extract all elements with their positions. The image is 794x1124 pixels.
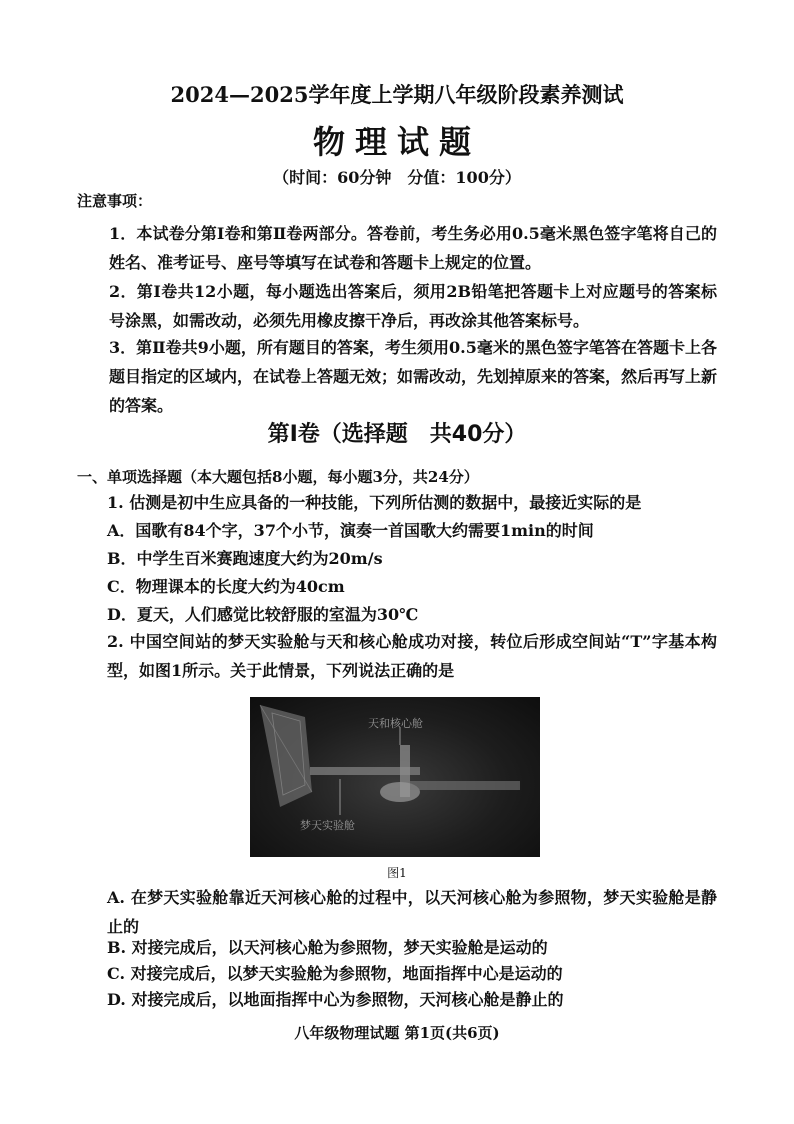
section-title: 第Ⅰ卷（选择题 共40分）: [267, 422, 527, 447]
question-2-stem-text: 2. 中国空间站的梦天实验舱与天和核心舱成功对接，转位后形成空间站“T”字基本构型，如图1所示。关于此情景，下列说法正确的是: [107, 632, 717, 680]
page-footer: 八年级物理试题 第1页(共6页): [294, 1024, 500, 1042]
question-1-option-d: D．夏天，人们感觉比较舒服的室温为30℃: [107, 605, 419, 624]
question-2-option-d: D. 对接完成后，以地面指挥中心为参照物，天河核心舱是静止的: [107, 990, 564, 1009]
notice-item-2: [77, 277, 717, 335]
notice-item-3-text: 3．第Ⅱ卷共9小题，所有题目的答案，考生须用0.5毫米的黑色签字笔答在答题卡上各题目指定的区域内，在试卷上答题无效；如需改动，先划掉原来的答案，然后再写上新的答案。: [109, 338, 718, 415]
notice-item-3: [77, 333, 717, 420]
question-2-stem: [77, 627, 717, 685]
question-2-option-a-text: A. 在梦天实验舱靠近天河核心舱的过程中，以天河核心舱为参照物，梦天实验舱是静止的: [107, 888, 717, 936]
question-1-option-b: B．中学生百米赛跑速度大约为20m/s: [107, 549, 383, 568]
exam-title: 2024—2025学年度上学期八年级阶段素养测试: [170, 82, 624, 107]
question-1-option-a: A．国歌有84个字，37个小节，演奏一首国歌大约需要1min的时间: [107, 521, 594, 540]
part-heading: 一、单项选择题（本大题包括8小题，每小题3分，共24分）: [77, 468, 479, 486]
right-truss: [410, 781, 520, 790]
space-station-photo: [250, 697, 540, 857]
notice-item-1-text: 1．本试卷分第Ⅰ卷和第Ⅱ卷两部分。答卷前，考生务必用0.5毫米黑色签字笔将自己的姓名、准考证号、座号等填写在试卷和答题卡上规定的位置。: [109, 224, 717, 272]
question-2-option-c: C. 对接完成后，以梦天实验舱为参照物，地面指挥中心是运动的: [107, 964, 563, 983]
question-1-stem: 1. 估测是初中生应具备的一种技能，下列所估测的数据中，最接近实际的是: [107, 493, 642, 512]
time-info: （时间：60分钟 分值：100分）: [273, 168, 521, 187]
question-1-option-c: C．物理课本的长度大约为40cm: [107, 577, 345, 596]
figure-label-tianhe: 天和核心舱: [368, 717, 423, 730]
notice-heading: 注意事项：: [77, 192, 153, 210]
notice-item-2-text: 2．第Ⅰ卷共12小题，每小题选出答案后，须用2B铅笔把答题卡上对应题号的答案标号涂黑，如需改动，必须先用橡皮擦干净后，再改涂其他答案标号。: [109, 282, 717, 330]
notice-item-1: [77, 219, 717, 277]
solar-panel-left: [260, 705, 312, 807]
question-2-option-b: B. 对接完成后，以天河核心舱为参照物，梦天实验舱是运动的: [107, 938, 548, 957]
figure-caption: 图1: [387, 866, 407, 880]
subject-title: 物理试题: [312, 123, 481, 161]
question-2-option-a: [77, 883, 717, 941]
figure-label-mengtian: 梦天实验舱: [300, 819, 355, 832]
